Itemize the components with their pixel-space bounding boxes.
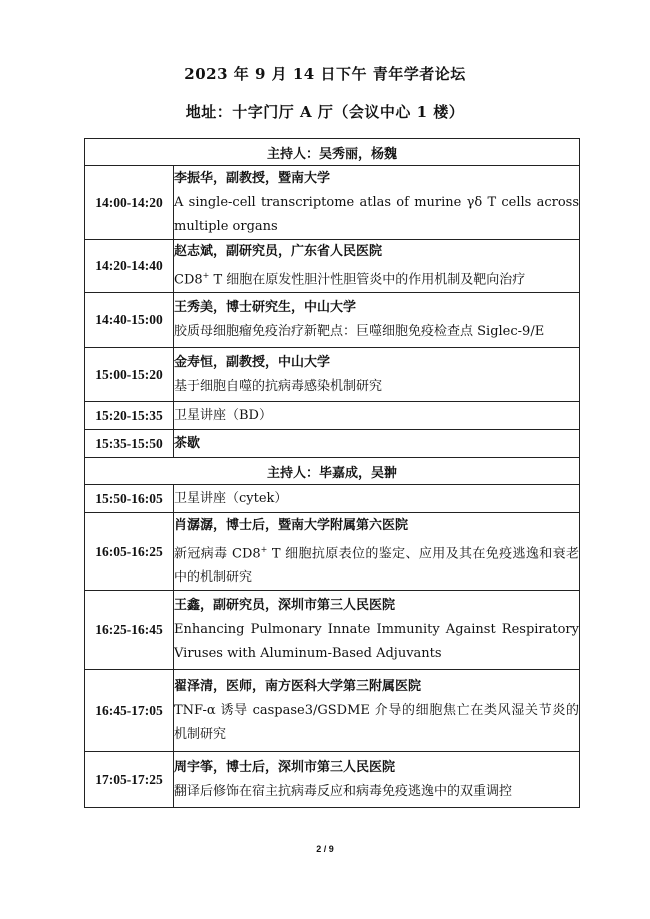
tea-break: 茶歇 [174, 435, 201, 451]
speaker: 金寿恒，副教授，中山大学 [174, 354, 331, 370]
page-title: 2023 年 9 月 14 日下午 青年学者论坛 [184, 65, 466, 83]
host-row [85, 458, 580, 485]
time-cell: 16:05-16:25 [85, 513, 174, 591]
talk-title: 翻译后修饰在宿主抗病毒反应和病毒免疫逃逸中的双重调控 [174, 783, 513, 799]
content-cell [174, 348, 580, 402]
content-cell [174, 591, 580, 670]
talk-title: 基于细胞自噬的抗病毒感染机制研究 [174, 378, 383, 394]
talk-title [174, 538, 579, 590]
satellite-lecture: 卫星讲座（cytek） [174, 490, 288, 506]
content-cell [174, 240, 580, 293]
table-row [85, 752, 580, 808]
host-row [85, 139, 580, 166]
speaker: 周宇筝，博士后，深圳市第三人民医院 [174, 759, 396, 775]
time-cell: 16:45-17:05 [85, 670, 174, 752]
talk-title-part: T 细胞抗原表位的鉴定、应用及其在免疫逃逸和衰老中的机制研究 [174, 545, 580, 585]
time-cell: 15:20-15:35 [85, 402, 174, 430]
table-row [85, 513, 580, 591]
table-row [85, 670, 580, 752]
time-cell: 17:05-17:25 [85, 752, 174, 808]
content-cell [174, 513, 580, 591]
speaker: 王鑫，副研究员，深圳市第三人民医院 [174, 598, 396, 614]
time-cell: 14:20-14:40 [85, 240, 174, 293]
talk-title [174, 264, 579, 292]
host-cell: 主持人：毕嘉成，吴翀 [85, 458, 580, 485]
satellite-lecture: 卫星讲座（BD） [174, 407, 272, 423]
talk-title: A single-cell transcriptome atlas of murine γδ T cells across multiple organs [174, 194, 579, 234]
speaker: 王秀美，博士研究生，中山大学 [174, 300, 357, 316]
speaker: 赵志斌，副研究员，广东省人民医院 [174, 244, 383, 259]
speaker: 李振华，副教授，暨南大学 [174, 170, 331, 186]
schedule-table [84, 138, 580, 808]
time-cell: 15:00-15:20 [85, 348, 174, 402]
table-row [85, 240, 580, 293]
talk-title-part: 新冠病毒 CD8 [174, 545, 261, 561]
page-number: 2 / 9 [316, 844, 334, 854]
talk-title-part: CD8 [174, 272, 203, 288]
content-cell [174, 293, 580, 348]
content-cell [174, 752, 580, 808]
table-row [85, 430, 580, 458]
content-cell [174, 402, 580, 430]
talk-title: 胶质母细胞瘤免疫治疗新靶点：巨噬细胞免疫检查点 Siglec-9/E [174, 324, 545, 340]
content-cell [174, 485, 580, 513]
talk-title-part: T 细胞在原发性胆汁性胆管炎中的作用机制及靶向治疗 [209, 272, 526, 288]
superscript-plus: + [202, 271, 210, 280]
time-cell: 14:00-14:20 [85, 166, 174, 240]
talk-title: TNF-α 诱导 caspase3/GSDME 介导的细胞焦亡在类风湿关节炎的机制研究 [174, 702, 579, 742]
content-cell [174, 166, 580, 240]
superscript-plus: + [260, 544, 268, 554]
table-row [85, 166, 580, 240]
time-cell: 15:50-16:05 [85, 485, 174, 513]
speaker: 肖潺潺，博士后，暨南大学附属第六医院 [174, 517, 409, 533]
talk-title: Enhancing Pulmonary Innate Immunity Against Respiratory Viruses with Aluminum-Based Adjuvants [174, 622, 579, 662]
content-cell [174, 670, 580, 752]
table-row [85, 293, 580, 348]
table-row [85, 348, 580, 402]
time-cell: 15:35-15:50 [85, 430, 174, 458]
venue-address: 地址：十字门厅 A 厅（会议中心 1 楼） [185, 103, 465, 121]
speaker: 翟泽清，医师，南方医科大学第三附属医院 [174, 678, 422, 694]
host-cell: 主持人：吴秀丽，杨魏 [85, 139, 580, 166]
table-row [85, 402, 580, 430]
content-cell [174, 430, 580, 458]
table-row [85, 485, 580, 513]
time-cell: 16:25-16:45 [85, 591, 174, 670]
time-cell: 14:40-15:00 [85, 293, 174, 348]
table-row [85, 591, 580, 670]
